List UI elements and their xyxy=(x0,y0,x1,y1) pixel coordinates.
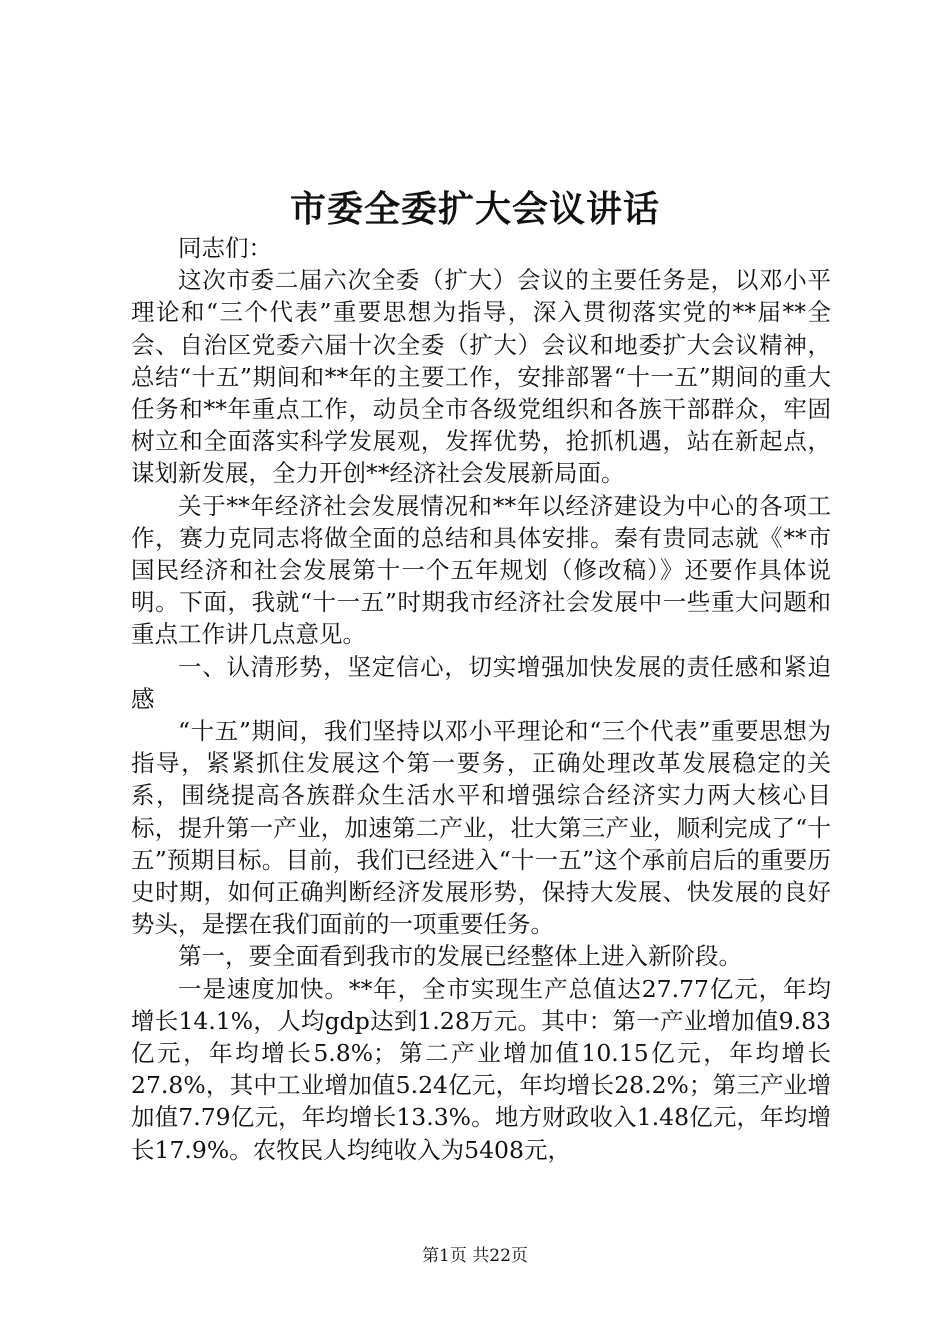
document-title: 市委全委扩大会议讲话 xyxy=(289,188,660,230)
subsection-heading: 第一，要全面看到我市的发展已经整体上进入新阶段。 xyxy=(178,942,742,971)
body-paragraph: “十五”期间，我们坚持以邓小平理论和“三个代表”重要思想为指导，紧紧抓住发展这个第一要务，正确处理改革发展稳定的关系，围绕提高各族群众生活水平和增强综合经济实力两大核心目标，提升第一产业，加速第二产业，壮大第三产业，顺利完成了“十五”预期目标。目前，我们已经进入“十一五”这个承前启后的重要历史时期，如何正确判断经济发展形势，保持大发展、快发展的良好势头，是摆在我们面前的一项重要任务。 xyxy=(131,717,831,939)
body-paragraph: 这次市委二届六次全委（扩大）会议的主要任务是，以邓小平理论和“三个代表”重要思想为指导，深入贯彻落实党的**届**全会、自治区党委六届十次全委（扩大）会议和地委扩大会议精神，总结“十五”期间和**年的主要工作，安排部署“十一五”期间的重大任务和**年重点工作，动员全市各级党组织和各族干部群众，牢固树立和全面落实科学发展观，发挥优势，抢抓机遇，站在新起点，谋划新发展，全力开创**经济社会发展新局面。 xyxy=(131,266,831,488)
document-body xyxy=(131,232,831,1166)
page-number-footer: 第1页 共22页 xyxy=(422,1246,528,1266)
body-paragraph: 一是速度加快。**年，全市实现生产总值达27.77亿元，年均增长14.1%，人均gdp达到1.28万元。其中：第一产业增加值9.83亿元，年均增长5.8%；第二产业增加值10.15亿元，年均增长27.8%，其中工业增加值5.24亿元，年均增长28.2%；第三产业增加值7.79亿元，年均增长13.3%。地方财政收入1.48亿元，年均增长17.9%。农牧民人均纯收入为5408元， xyxy=(131,974,831,1164)
body-paragraph: 关于**年经济社会发展情况和**年以经济建设为中心的各项工作，赛力克同志将做全面的总结和具体安排。秦有贵同志就《**市国民经济和社会发展第十一个五年规划（修改稿）》还要作具体说明。下面，我就“十一五”时期我市经济社会发展中一些重大问题和重点工作讲几点意见。 xyxy=(131,491,831,649)
section-heading: 一、认清形势，坚定信心，切实增强加快发展的责任感和紧迫感 xyxy=(131,652,831,713)
salutation-paragraph: 同志们： xyxy=(178,234,272,262)
